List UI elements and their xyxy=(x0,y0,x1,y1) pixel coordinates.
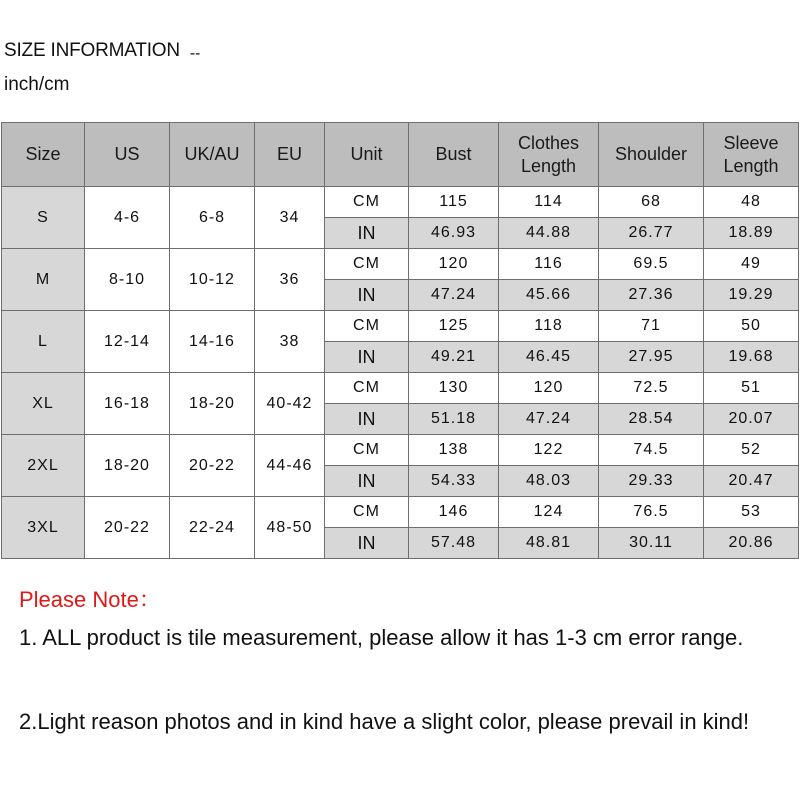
measurement-cell: 20.47 xyxy=(704,466,799,497)
column-header: Clothes Length xyxy=(499,123,599,187)
table-body xyxy=(2,187,799,559)
measurement-cell: 125 xyxy=(409,311,499,342)
measurement-cell: 18.89 xyxy=(704,218,799,249)
measurement-cell: 29.33 xyxy=(599,466,704,497)
eu-size-cell: 44-46 xyxy=(255,435,325,497)
measurement-cell: 28.54 xyxy=(599,404,704,435)
measurement-cell: 45.66 xyxy=(499,280,599,311)
uk-au-size-cell: 20-22 xyxy=(170,435,255,497)
measurement-cell: 146 xyxy=(409,497,499,528)
measurement-cell: 71 xyxy=(599,311,704,342)
measurement-cell: 48.03 xyxy=(499,466,599,497)
uk-au-size-cell: 22-24 xyxy=(170,497,255,559)
us-size-cell: 12-14 xyxy=(85,311,170,373)
column-header: Size xyxy=(2,123,85,187)
measurement-cell: 46.93 xyxy=(409,218,499,249)
unit-cell: IN xyxy=(325,280,409,311)
us-size-cell: 8-10 xyxy=(85,249,170,311)
unit-label: inch/cm xyxy=(4,74,70,95)
uk-au-size-cell: 10-12 xyxy=(170,249,255,311)
measurement-cell: 50 xyxy=(704,311,799,342)
measurement-cell: 74.5 xyxy=(599,435,704,466)
measurement-cell: 57.48 xyxy=(409,528,499,559)
note-item-1: 1. ALL product is tile measurement, please allow it has 1-3 cm error range. xyxy=(19,625,744,650)
eu-size-cell: 48-50 xyxy=(255,497,325,559)
column-header: Unit xyxy=(325,123,409,187)
measurement-cell: 49.21 xyxy=(409,342,499,373)
table-header-row xyxy=(2,123,799,187)
page-title xyxy=(4,40,200,63)
measurement-cell: 52 xyxy=(704,435,799,466)
measurement-cell: 118 xyxy=(499,311,599,342)
note-heading: Please Note： xyxy=(19,587,161,612)
unit-cell: IN xyxy=(325,528,409,559)
column-header: Shoulder xyxy=(599,123,704,187)
column-header: Bust xyxy=(409,123,499,187)
unit-cell: CM xyxy=(325,187,409,218)
measurement-cell: 48 xyxy=(704,187,799,218)
table-row xyxy=(2,373,799,404)
us-size-cell: 16-18 xyxy=(85,373,170,435)
size-cell: XL xyxy=(2,373,85,435)
measurement-cell: 76.5 xyxy=(599,497,704,528)
measurement-cell: 30.11 xyxy=(599,528,704,559)
measurement-cell: 122 xyxy=(499,435,599,466)
measurement-cell: 47.24 xyxy=(499,404,599,435)
measurement-cell: 27.95 xyxy=(599,342,704,373)
measurement-cell: 130 xyxy=(409,373,499,404)
measurement-cell: 124 xyxy=(499,497,599,528)
measurement-cell: 69.5 xyxy=(599,249,704,280)
eu-size-cell: 36 xyxy=(255,249,325,311)
size-cell: 3XL xyxy=(2,497,85,559)
note-item-2: 2.Light reason photos and in kind have a slight color, please prevail in kind! xyxy=(19,709,750,734)
column-header: UK/AU xyxy=(170,123,255,187)
column-header: EU xyxy=(255,123,325,187)
measurement-cell: 68 xyxy=(599,187,704,218)
uk-au-size-cell: 6-8 xyxy=(170,187,255,249)
measurement-cell: 44.88 xyxy=(499,218,599,249)
measurement-cell: 116 xyxy=(499,249,599,280)
measurement-cell: 20.07 xyxy=(704,404,799,435)
uk-au-size-cell: 14-16 xyxy=(170,311,255,373)
size-chart-table xyxy=(1,122,799,559)
measurement-cell: 19.29 xyxy=(704,280,799,311)
measurement-cell: 19.68 xyxy=(704,342,799,373)
table-row xyxy=(2,311,799,342)
us-size-cell: 18-20 xyxy=(85,435,170,497)
measurement-cell: 120 xyxy=(499,373,599,404)
us-size-cell: 20-22 xyxy=(85,497,170,559)
uk-au-size-cell: 18-20 xyxy=(170,373,255,435)
table-row xyxy=(2,497,799,528)
unit-cell: CM xyxy=(325,311,409,342)
eu-size-cell: 38 xyxy=(255,311,325,373)
size-cell: 2XL xyxy=(2,435,85,497)
column-header: US xyxy=(85,123,170,187)
size-cell: L xyxy=(2,311,85,373)
measurement-cell: 26.77 xyxy=(599,218,704,249)
measurement-cell: 51 xyxy=(704,373,799,404)
measurement-cell: 53 xyxy=(704,497,799,528)
title-text: SIZE INFORMATION xyxy=(4,40,180,61)
measurement-cell: 72.5 xyxy=(599,373,704,404)
unit-cell: CM xyxy=(325,435,409,466)
measurement-cell: 49 xyxy=(704,249,799,280)
size-cell: M xyxy=(2,249,85,311)
column-header: Sleeve Length xyxy=(704,123,799,187)
table-row xyxy=(2,249,799,280)
size-cell: S xyxy=(2,187,85,249)
unit-cell: IN xyxy=(325,218,409,249)
measurement-cell: 51.18 xyxy=(409,404,499,435)
measurement-cell: 46.45 xyxy=(499,342,599,373)
unit-cell: IN xyxy=(325,466,409,497)
unit-cell: CM xyxy=(325,373,409,404)
eu-size-cell: 40-42 xyxy=(255,373,325,435)
table-row xyxy=(2,187,799,218)
measurement-cell: 114 xyxy=(499,187,599,218)
table-row xyxy=(2,435,799,466)
unit-cell: IN xyxy=(325,342,409,373)
measurement-cell: 120 xyxy=(409,249,499,280)
measurement-cell: 115 xyxy=(409,187,499,218)
measurement-cell: 20.86 xyxy=(704,528,799,559)
measurement-cell: 27.36 xyxy=(599,280,704,311)
measurement-cell: 47.24 xyxy=(409,280,499,311)
measurement-cell: 54.33 xyxy=(409,466,499,497)
title-suffix: -- xyxy=(189,45,201,62)
measurement-cell: 138 xyxy=(409,435,499,466)
us-size-cell: 4-6 xyxy=(85,187,170,249)
unit-cell: CM xyxy=(325,249,409,280)
measurement-cell: 48.81 xyxy=(499,528,599,559)
unit-cell: IN xyxy=(325,404,409,435)
eu-size-cell: 34 xyxy=(255,187,325,249)
unit-cell: CM xyxy=(325,497,409,528)
